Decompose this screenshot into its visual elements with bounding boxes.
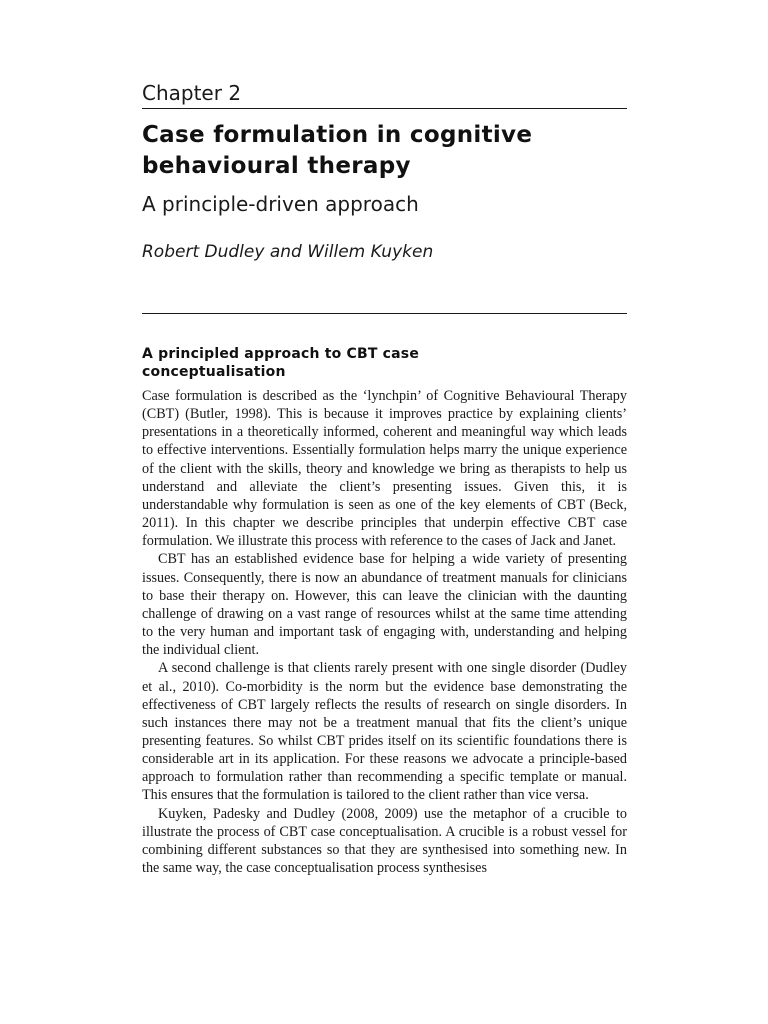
paragraph: A second challenge is that clients rarely present with one single disorder (Dudley et al., 2010). Co-morbidity is the norm but the evidence base demonstrating the effectiveness of CBT largely reflects the results of research on single disorders. In such instances there may not be a treatment manual that fits the client’s unique presenting features. So whilst CBT prides itself on its scientific foundations there is considerable art in its application. For these reasons we advocate a principle-based approach to formulation rather than recommending a specific template or manual. This ensures that the formulation is tailored to the client rather than vice versa. — [142, 660, 627, 804]
paragraph: Kuyken, Padesky and Dudley (2008, 2009) use the metaphor of a crucible to illustrate the process of CBT case conceptualisation. A crucible is a robust vessel for combining different substances so that they are synthesised into something new. In the same way, the case conceptualisation process synthesises — [142, 805, 627, 877]
paragraph: Case formulation is described as the ‘lynchpin’ of Cognitive Behavioural Therapy (CBT) (Butler, 1998). This is because it improves practice by explaining clients’ presentations in a theoretically informed, coherent and meaningful way which leads to effective interventions. Essentially formulation helps marry the unique experience of the client with the skills, theory and knowledge we bring as therapists to help us understand and alleviate the client’s presenting issues. Given this, it is understandable why formulation is seen as one of the key elements of CBT (Beck, 2011). In this chapter we describe principles that underpin effective CBT case formulation. We illustrate this process with reference to the cases of Jack and Janet. — [142, 388, 627, 550]
paragraph: CBT has an established evidence base for helping a wide variety of presenting issues. Consequently, there is now an abundance of treatment manuals for clinicians to base their therapy on. However, this can leave the clinician with the daunting challenge of drawing on a vast range of resources whilst at the same time attending to the very human and important task of engaging with, understanding and helping the individual client. — [142, 551, 627, 659]
section-heading: A principled approach to CBT case conceptualisation — [142, 346, 420, 380]
header-rule — [142, 108, 627, 109]
chapter-label: Chapter 2 — [142, 81, 242, 105]
title-block-rule — [142, 313, 627, 314]
body-text — [142, 387, 627, 877]
chapter-title: Case formulation in cognitive behavioural therapy — [142, 122, 533, 179]
chapter-subtitle: A principle-driven approach — [142, 192, 419, 216]
chapter-authors: Robert Dudley and Willem Kuyken — [142, 242, 434, 262]
